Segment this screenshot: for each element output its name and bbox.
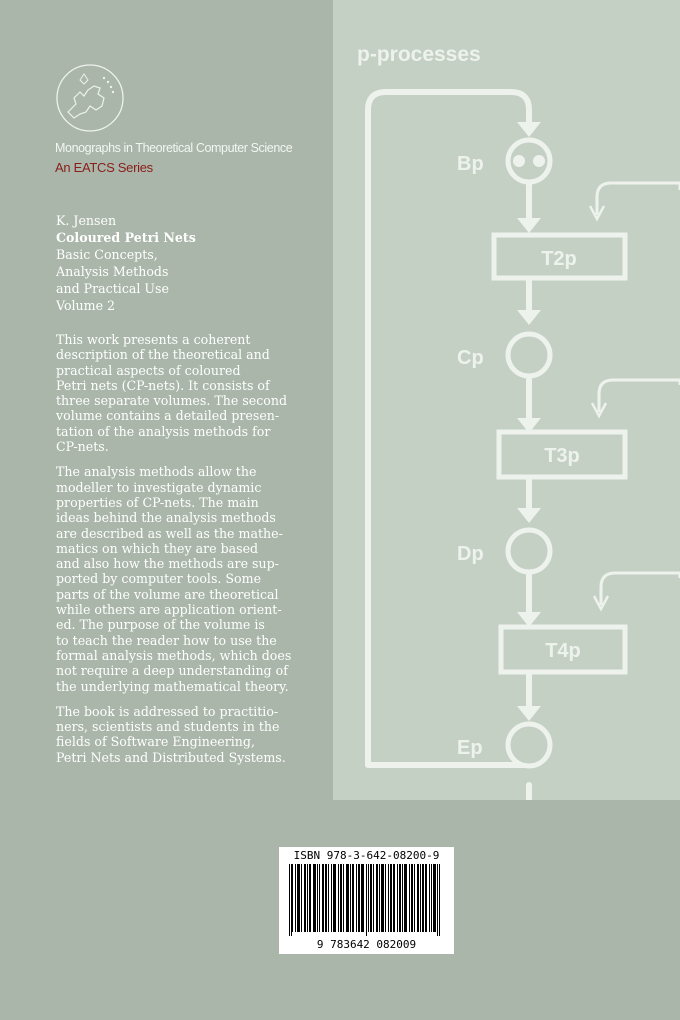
blurb-line: ported by computer tools. Some	[56, 571, 262, 587]
barcode-bar	[368, 864, 369, 932]
barcode-bar	[350, 864, 351, 932]
barcode-bar	[359, 864, 360, 932]
isbn-text: ISBN 978-3-642-08200-9	[293, 849, 440, 862]
book-title: Coloured Petri Nets	[56, 230, 196, 245]
subtitle-line: Analysis Methods	[56, 264, 169, 279]
transition-label-t2p: T2p	[541, 248, 577, 270]
barcode-bar	[409, 864, 410, 932]
barcode-bar	[325, 864, 326, 932]
barcode-bar	[358, 864, 359, 932]
barcode-bar	[346, 864, 347, 932]
diagram-title: p-processes	[357, 43, 481, 66]
barcode-bar	[423, 864, 424, 932]
blurb-line: The book is addressed to practitio-	[56, 703, 279, 719]
barcode-bar	[429, 864, 430, 932]
barcode-bar	[338, 864, 339, 932]
barcode-bar	[373, 864, 374, 932]
barcode-bar	[420, 864, 421, 932]
barcode-bar	[317, 864, 318, 932]
volume: Volume 2	[56, 298, 116, 313]
side-arc	[599, 380, 680, 412]
barcode-bar	[417, 864, 418, 932]
barcode-bar	[352, 864, 353, 932]
series-name: Monographs in Theoretical Computer Science	[55, 141, 293, 155]
barcode-bar	[412, 864, 413, 932]
blurb-line: the underlying mathematical theory.	[56, 678, 289, 694]
barcode-bar	[289, 864, 290, 936]
blurb-line: tation of the analysis methods for	[56, 423, 271, 439]
barcode-bar	[388, 864, 389, 932]
blurb-line: and also how the methods are sup-	[56, 556, 279, 572]
barcode-bar	[356, 864, 357, 932]
blurb-line: properties of CP-nets. The main	[56, 494, 259, 510]
blurb-line: three separate volumes. The second	[56, 393, 288, 409]
token	[513, 155, 525, 167]
blurb-line: description of the theoretical and	[56, 347, 270, 363]
barcode-bar	[328, 864, 329, 932]
barcode-bar	[305, 864, 306, 932]
barcode-bar	[393, 864, 394, 932]
barcode-bar	[297, 864, 298, 932]
blurb-line: while others are application orient-	[56, 602, 282, 618]
barcode-bar	[397, 864, 398, 932]
barcode-bar	[361, 864, 362, 932]
blurb-line: volume contains a detailed presen-	[56, 408, 280, 424]
series-subtitle: An EATCS Series	[55, 160, 153, 175]
barcode-bar	[335, 864, 336, 932]
barcode-bar	[385, 864, 386, 932]
barcode-bar	[439, 864, 440, 936]
barcode-bar	[299, 864, 300, 932]
barcode-bar	[334, 864, 335, 932]
barcode-bar	[314, 864, 315, 932]
blurb-line: Petri nets (CP-nets). It consists of	[56, 377, 270, 393]
blurb-line: ners, scientists and students in the	[56, 719, 280, 735]
barcode-bar	[363, 864, 364, 932]
token	[533, 155, 545, 167]
barcode-bar	[418, 864, 419, 932]
author: K. Jensen	[56, 213, 117, 228]
arrowhead	[517, 122, 541, 137]
barcode-bar	[366, 864, 367, 936]
barcode-bar	[404, 864, 405, 932]
barcode-bar	[322, 864, 323, 932]
transition-label-t3p: T3p	[544, 445, 580, 467]
barcode-bar	[347, 864, 348, 932]
barcode-bar	[383, 864, 384, 932]
blurb-line: Petri Nets and Distributed Systems.	[56, 749, 286, 765]
barcode-bar	[391, 864, 392, 932]
barcode-bar	[399, 864, 400, 932]
barcode-bar	[411, 864, 412, 932]
place-label-dp: Dp	[457, 543, 484, 565]
subtitle-line: and Practical Use	[56, 281, 169, 296]
side-arc	[601, 573, 680, 605]
blurb-line: formal analysis methods, which does	[56, 647, 292, 663]
barcode-bar	[422, 864, 423, 932]
book-info	[56, 212, 316, 314]
barcode-bar	[301, 864, 302, 932]
blurb-line: ed. The purpose of the volume is	[56, 617, 265, 633]
barcode	[279, 847, 454, 954]
barcode-bar	[292, 864, 293, 932]
barcode-bar	[362, 864, 363, 932]
place-dp	[508, 530, 550, 572]
blurb-line: The analysis methods allow the	[56, 464, 257, 480]
barcode-bar	[343, 864, 344, 932]
eatcs-logo-icon	[54, 62, 126, 134]
blurb-line: not require a deep understanding of	[56, 663, 288, 679]
place-label-ep: Ep	[457, 737, 483, 759]
arrowhead	[517, 310, 541, 325]
place-label-bp: Bp	[457, 153, 484, 175]
barcode-bar	[377, 864, 378, 932]
barcode-bar	[390, 864, 391, 932]
side-arc	[597, 183, 680, 215]
blurb-line: to teach the reader how to use the	[56, 632, 277, 648]
arrowhead	[517, 706, 541, 721]
petri-net-diagram	[333, 0, 680, 800]
barcode-bar	[333, 864, 334, 932]
barcode-bar	[341, 864, 342, 932]
barcode-bar	[379, 864, 380, 932]
barcode-bar	[298, 864, 299, 932]
barcode-bar	[402, 864, 403, 932]
blurb-line: fields of Software Engineering,	[56, 734, 255, 750]
barcode-bar	[394, 864, 395, 932]
barcode-bar	[376, 864, 377, 932]
barcode-bar	[291, 864, 292, 936]
subtitle-line: Basic Concepts,	[56, 247, 158, 262]
barcode-bar	[348, 864, 349, 932]
blurb-line: matics on which they are based	[56, 540, 259, 556]
barcode-bar	[431, 864, 432, 932]
arrowhead	[517, 218, 541, 233]
barcode-bar	[370, 864, 371, 932]
blurb-line: practical aspects of coloured	[56, 362, 241, 378]
barcode-bar	[381, 864, 382, 932]
blurb-line: CP-nets.	[56, 439, 109, 455]
blurb-line: are described as well as the mathe-	[56, 525, 283, 541]
place-cp	[508, 334, 550, 376]
barcode-bars	[289, 864, 444, 936]
blurb	[56, 332, 314, 775]
arrowhead	[517, 508, 541, 523]
barcode-bar	[340, 864, 341, 932]
barcode-bar	[406, 864, 407, 932]
barcode-bar	[313, 864, 314, 932]
blurb-paragraph	[56, 464, 314, 693]
barcode-bar	[323, 864, 324, 932]
barcode-bar	[304, 864, 305, 932]
blurb-line: This work presents a coherent	[56, 332, 251, 347]
barcode-bar	[307, 864, 308, 932]
barcode-bar	[315, 864, 316, 932]
barcode-bar	[400, 864, 401, 932]
barcode-bar	[405, 864, 406, 932]
place-ep	[508, 724, 550, 766]
barcode-bar	[310, 864, 311, 932]
barcode-bar	[353, 864, 354, 932]
barcode-bar	[414, 864, 415, 932]
blurb-line: modeller to investigate dynamic	[56, 479, 262, 495]
barcode-bar	[326, 864, 327, 932]
barcode-bar	[382, 864, 383, 932]
barcode-bar	[426, 864, 427, 932]
blurb-paragraph	[56, 704, 314, 765]
barcode-bar	[434, 864, 435, 932]
barcode-bar	[309, 864, 310, 932]
blurb-paragraph	[56, 332, 314, 454]
blurb-line: ideas behind the analysis methods	[56, 510, 276, 526]
barcode-bar	[371, 864, 372, 932]
place-label-cp: Cp	[457, 347, 484, 369]
barcode-bar	[435, 864, 436, 932]
transition-label-t4p: T4p	[545, 640, 581, 662]
barcode-bar	[295, 864, 296, 932]
barcode-bar	[433, 864, 434, 932]
barcode-bar	[437, 864, 438, 936]
blurb-line: parts of the volume are theoretical	[56, 586, 279, 602]
barcode-bar	[331, 864, 332, 932]
barcode-bar	[319, 864, 320, 932]
barcode-bar	[425, 864, 426, 932]
barcode-digits: 9 783642 082009	[316, 938, 417, 951]
